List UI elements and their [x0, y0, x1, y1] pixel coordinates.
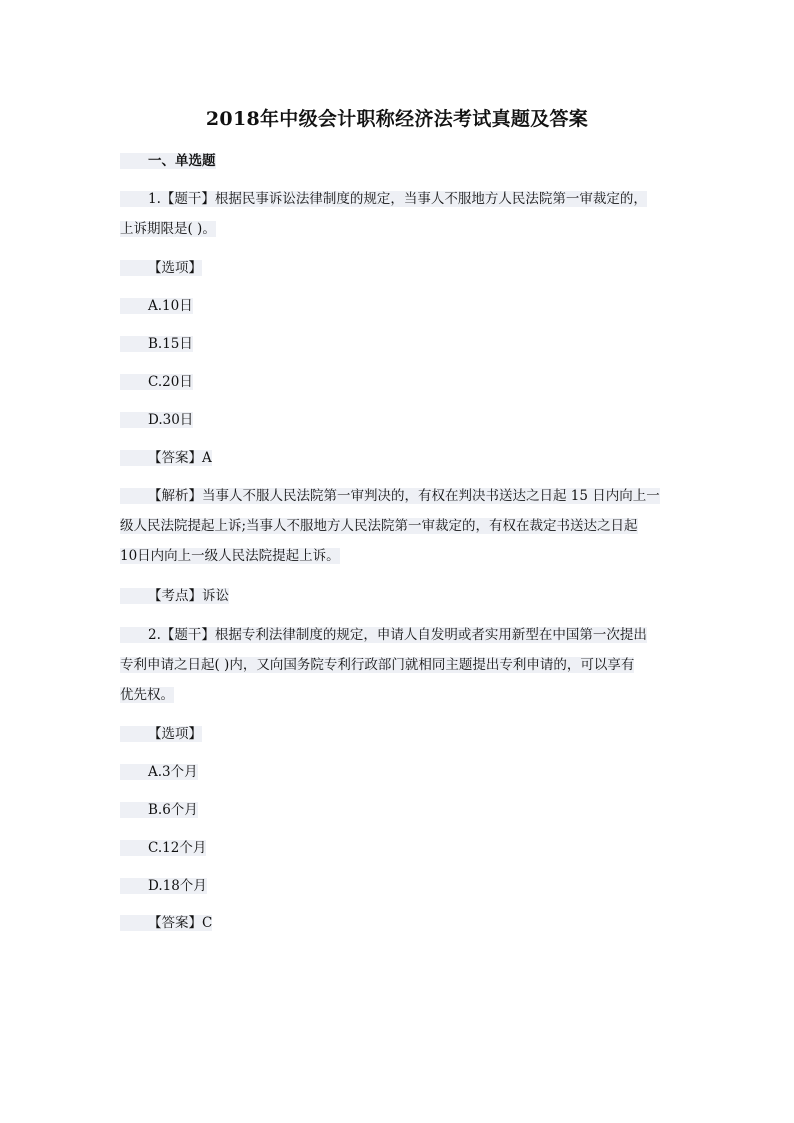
question-2-option-a: A.3个月 — [120, 762, 680, 782]
question-1-answer: 【答案】A — [120, 448, 680, 468]
page-title: 2018年中级会计职称经济法考试真题及答案 — [205, 108, 589, 130]
question-1-options-label: 【选项】 — [120, 258, 680, 278]
question-2-option-b: B.6个月 — [120, 800, 680, 820]
question-1-key-point: 【考点】诉讼 — [120, 586, 680, 606]
question-1-option-a: A.10日 — [120, 296, 680, 316]
question-2-options-label: 【选项】 — [120, 724, 680, 744]
question-1-analysis-line-2: 级人民法院提起上诉;当事人不服地方人民法院第一审裁定的，有权在裁定书送达之日起 — [120, 518, 638, 534]
question-1-analysis-line-3: 10日内向上一级人民法院提起上诉。 — [120, 548, 340, 564]
question-1-stem-line-2: 上诉期限是( )。 — [120, 221, 216, 237]
question-2-stem-line-2: 专利申请之日起( )内，又向国务院专利行政部门就相同主题提出专利申请的，可以享有 — [120, 657, 635, 673]
question-1-option-c: C.20日 — [120, 372, 680, 392]
question-2-option-d: D.18个月 — [120, 876, 680, 896]
question-1-option-b: B.15日 — [120, 334, 680, 354]
section-heading: 一、单选题 — [120, 151, 680, 171]
question-2-stem-line-3: 优先权。 — [120, 687, 174, 703]
question-2-answer: 【答案】C — [120, 913, 680, 933]
question-1-option-d: D.30日 — [120, 410, 680, 430]
question-2-option-c: C.12个月 — [120, 838, 680, 858]
question-1-analysis-line-1: 【解析】当事人不服人民法院第一审判决的，有权在判决书送达之日起 15 日内向上一 — [120, 486, 680, 506]
question-2-stem-line-1: 2.【题干】根据专利法律制度的规定，申请人自发明或者实用新型在中国第一次提出 — [120, 625, 680, 645]
question-1-stem-line-1: 1.【题干】根据民事诉讼法律制度的规定，当事人不服地方人民法院第一审裁定的， — [120, 189, 680, 209]
